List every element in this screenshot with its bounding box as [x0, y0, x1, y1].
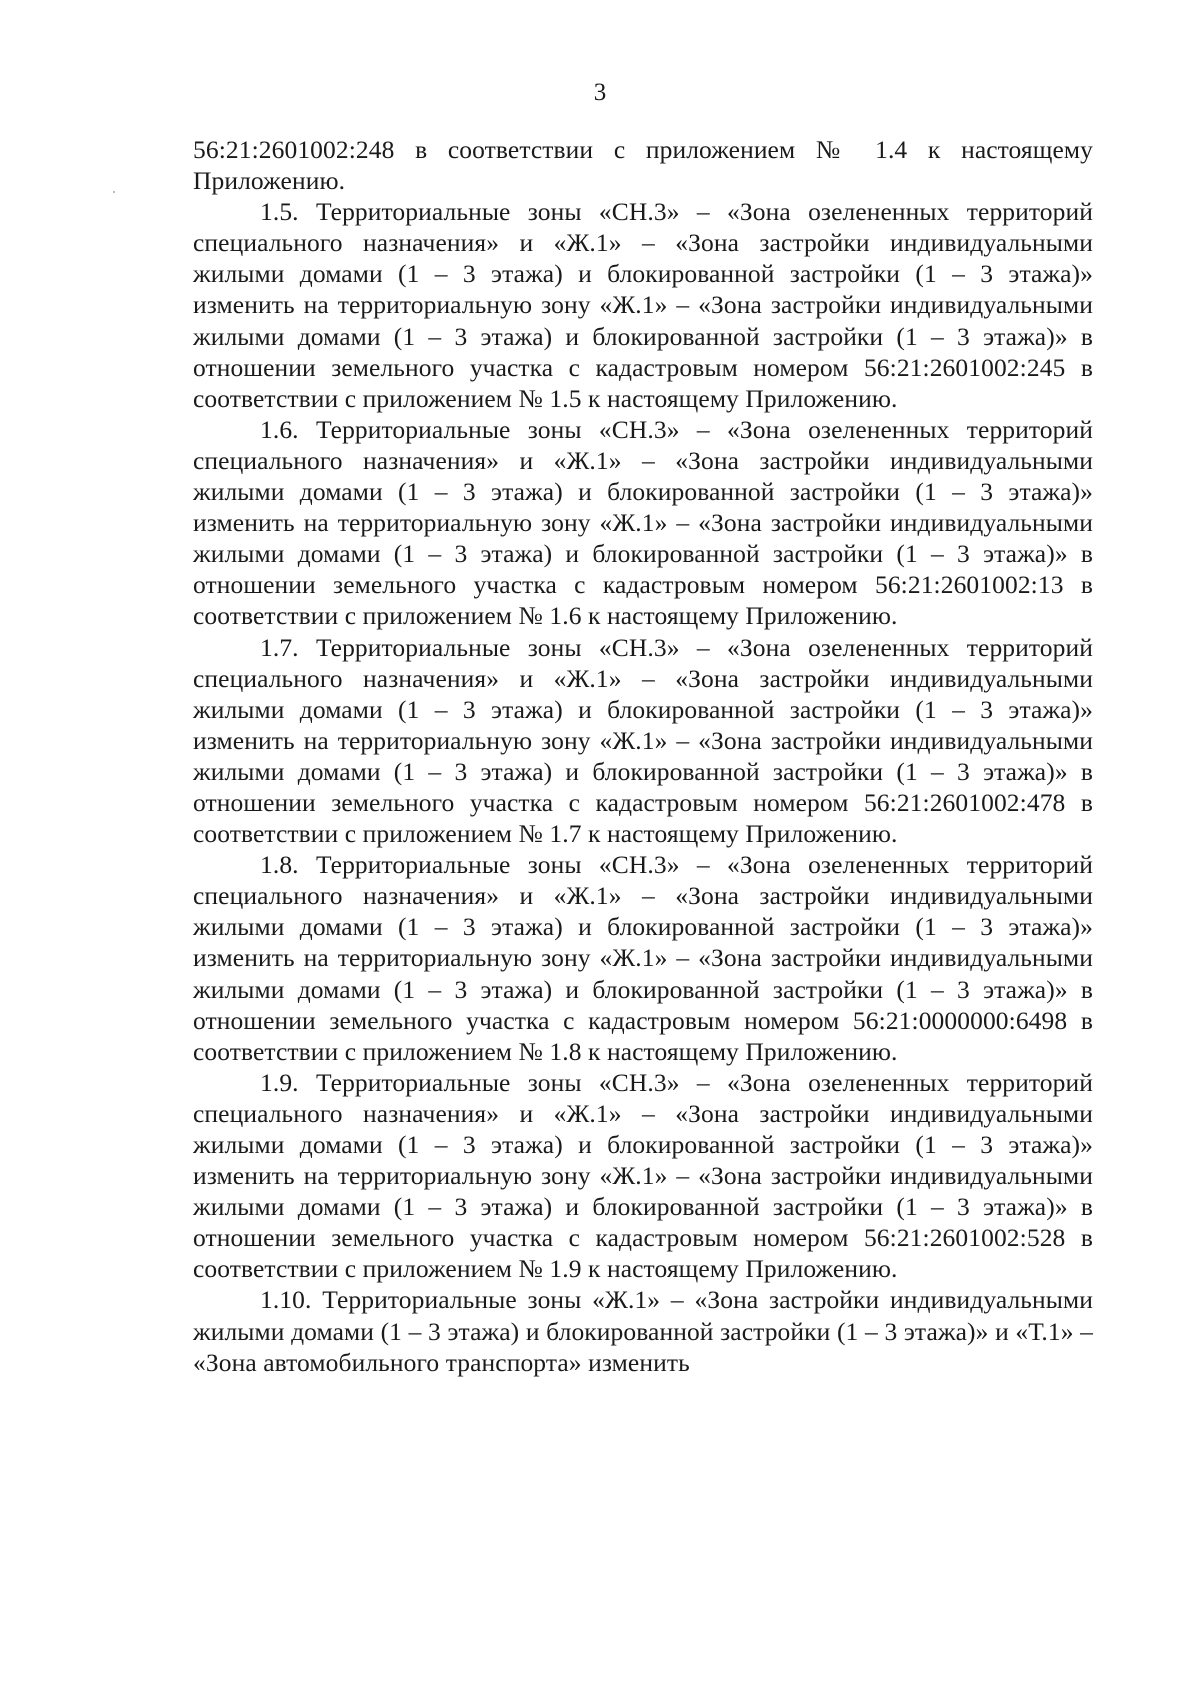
- margin-speck: [113, 191, 115, 193]
- paragraph-item-1-9: 1.9. Территориальные зоны «СН.3» – «Зона озелененных территорий специального назначения» и «Ж.1» – «Зона застройки индивидуальными жилыми домами (1 – 3 этажа) и блокированной застройки (1 – 3 этажа)» изменить на территориальную зону «Ж.1» – «Зона застройки индивидуальными жилыми домами (1 – 3 этажа) и блокированной застройки (1 – 3 этажа)» в отношении земельного участка с кадастровым номером 56:21:2601002:528 в соответствии с приложением № 1.9 к настоящему Приложению.: [193, 1067, 1093, 1284]
- paragraph-item-1-8: 1.8. Территориальные зоны «СН.3» – «Зона озелененных территорий специального назначения» и «Ж.1» – «Зона застройки индивидуальными жилыми домами (1 – 3 этажа) и блокированной застройки (1 – 3 этажа)» изменить на территориальную зону «Ж.1» – «Зона застройки индивидуальными жилыми домами (1 – 3 этажа) и блокированной застройки (1 – 3 этажа)» в отношении земельного участка с кадастровым номером 56:21:0000000:6498 в соответствии с приложением № 1.8 к настоящему Приложению.: [193, 850, 1093, 1066]
- paragraph-continuation: 56:21:2601002:248 в соответствии с приложением № 1.4 к настоящему Приложению.: [193, 135, 1093, 196]
- paragraph-item-1-10: 1.10. Территориальные зоны «Ж.1» – «Зона застройки индивидуальными жилыми домами (1 – 3 этажа) и блокированной застройки (1 – 3 этажа)» и «Т.1» – «Зона автомобильного транспорта» изменить: [193, 1285, 1093, 1377]
- paragraph-item-1-5: 1.5. Территориальные зоны «СН.3» – «Зона озелененных территорий специального назначения» и «Ж.1» – «Зона застройки индивидуальными жилыми домами (1 – 3 этажа) и блокированной застройки (1 – 3 этажа)» изменить на территориальную зону «Ж.1» – «Зона застройки индивидуальными жилыми домами (1 – 3 этажа) и блокированной застройки (1 – 3 этажа)» в отношении земельного участка с кадастровым номером 56:21:2601002:245 в соответствии с приложением № 1.5 к настоящему Приложению.: [193, 197, 1093, 413]
- paragraph-item-1-6: 1.6. Территориальные зоны «СН.3» – «Зона озелененных территорий специального назначения» и «Ж.1» – «Зона застройки индивидуальными жилыми домами (1 – 3 этажа) и блокированной застройки (1 – 3 этажа)» изменить на территориальную зону «Ж.1» – «Зона застройки индивидуальными жилыми домами (1 – 3 этажа) и блокированной застройки (1 – 3 этажа)» в отношении земельного участка с кадастровым номером 56:21:2601002:13 в соответствии с приложением № 1.6 к настоящему Приложению.: [193, 414, 1093, 631]
- document-body: [193, 134, 1093, 1378]
- paragraph-item-1-7: 1.7. Территориальные зоны «СН.3» – «Зона озелененных территорий специального назначения» и «Ж.1» – «Зона застройки индивидуальными жилыми домами (1 – 3 этажа) и блокированной застройки (1 – 3 этажа)» изменить на территориальную зону «Ж.1» – «Зона застройки индивидуальными жилыми домами (1 – 3 этажа) и блокированной застройки (1 – 3 этажа)» в отношении земельного участка с кадастровым номером 56:21:2601002:478 в соответствии с приложением № 1.7 к настоящему Приложению.: [193, 632, 1093, 849]
- page-number: 3: [593, 79, 607, 106]
